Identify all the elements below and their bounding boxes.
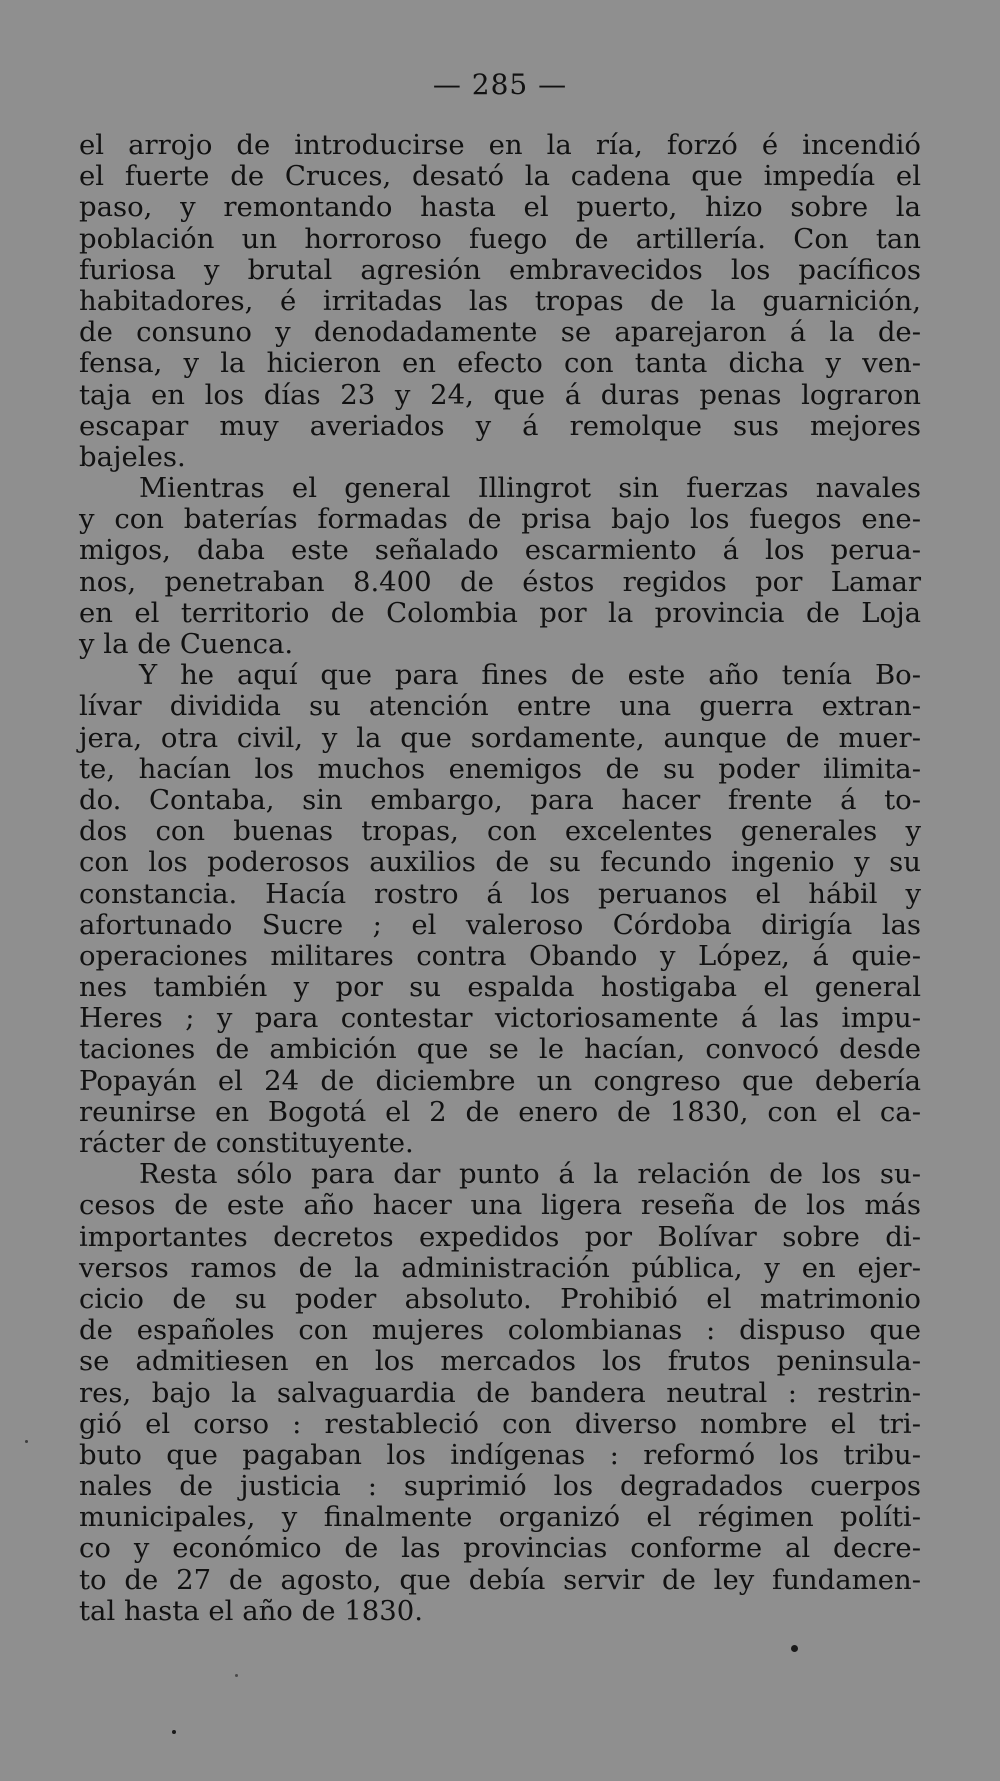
text-line: se admitiesen en los mercados los frutos peninsula- — [79, 1345, 921, 1378]
paragraph-4 — [79, 1159, 921, 1627]
text-line: rácter de constituyente. — [79, 1127, 414, 1159]
text-line: el fuerte de Cruces, desató la cadena que impedía el — [79, 160, 921, 193]
scan-speck — [172, 1730, 176, 1734]
scan-speck — [235, 1674, 238, 1677]
text-line: de consuno y denodadamente se aparejaron á la de- — [79, 316, 921, 349]
text-line: el arrojo de introducirse en la ría, forzó é incendió — [79, 129, 921, 161]
body-text — [79, 130, 921, 1627]
text-line: Popayán el 24 de diciembre un congreso que debería — [79, 1064, 921, 1097]
text-line: versos ramos de la administración pública, y en ejer- — [79, 1251, 921, 1284]
text-line: Heres ; y para contestar victoriosamente á las impu- — [79, 1002, 921, 1035]
text-line: importantes decretos expedidos por Bolívar sobre di- — [79, 1220, 921, 1253]
paragraph-3 — [79, 660, 921, 1159]
text-line: to de 27 de agosto, que debía servir de ley fundamen- — [79, 1563, 921, 1596]
paragraph-1 — [79, 130, 921, 473]
text-line: furiosa y brutal agresión embravecidos los pacíficos — [79, 253, 921, 286]
text-line: habitadores, é irritadas las tropas de la guarnición, — [79, 284, 921, 317]
text-line: dos con buenas tropas, con excelentes generales y — [79, 815, 921, 848]
text-line: res, bajo la salvaguardia de bandera neutral : restrin- — [79, 1376, 921, 1409]
text-line: taciones de ambición que se le hacían, convocó desde — [79, 1033, 921, 1066]
text-line: constancia. Hacía rostro á los peruanos el hábil y — [79, 877, 921, 910]
paragraph-2 — [79, 473, 921, 660]
text-line: reunirse en Bogotá el 2 de enero de 1830, con el ca- — [79, 1095, 921, 1128]
text-line: taja en los días 23 y 24, que á duras penas lograron — [79, 378, 921, 411]
text-line: cesos de este año hacer una ligera reseña de los más — [79, 1189, 921, 1222]
page-number: — 285 — — [432, 68, 568, 101]
text-line: con los poderosos auxilios de su fecundo ingenio y su — [79, 846, 921, 879]
scan-speck — [25, 1440, 28, 1443]
text-line: do. Contaba, sin embargo, para hacer frente á to- — [79, 783, 921, 816]
scan-speck — [791, 1645, 798, 1652]
text-line: Y he aquí que para fines de este año tenía Bo- — [139, 659, 921, 692]
text-line: co y económico de las provincias conforme al decre- — [79, 1532, 921, 1565]
text-line: fensa, y la hicieron en efecto con tanta dicha y ven- — [79, 347, 921, 380]
text-line: lívar dividida su atención entre una guerra extran- — [79, 690, 921, 723]
text-line: en el territorio de Colombia por la provincia de Loja — [79, 596, 921, 629]
text-line: nales de justicia : suprimió los degradados cuerpos — [79, 1470, 921, 1503]
text-line: cicio de su poder absoluto. Prohibió el matrimonio — [79, 1282, 921, 1315]
text-line: paso, y remontando hasta el puerto, hizo sobre la — [79, 191, 921, 224]
text-line: buto que pagaban los indígenas : reformó los tribu- — [79, 1438, 921, 1471]
text-line: migos, daba este señalado escarmiento á los perua- — [79, 534, 921, 567]
text-line: jera, otra civil, y la que sordamente, aunque de muer- — [79, 721, 921, 754]
text-line: municipales, y finalmente organizó el régimen políti- — [79, 1501, 921, 1534]
text-line: tal hasta el año de 1830. — [79, 1594, 423, 1627]
text-line: bajeles. — [79, 440, 186, 473]
text-line: nes también y por su espalda hostigaba el general — [79, 971, 921, 1004]
text-line: afortunado Sucre ; el valeroso Córdoba dirigía las — [79, 908, 921, 941]
text-line: Mientras el general Illingrot sin fuerzas navales — [139, 472, 921, 505]
text-line: te, hacían los muchos enemigos de su poder ilimita- — [79, 752, 921, 785]
text-line: escapar muy averiados y á remolque sus mejores — [79, 409, 921, 442]
text-line: de españoles con mujeres colombianas : dispuso que — [79, 1314, 921, 1347]
text-line: población un horroroso fuego de artillería. Con tan — [79, 222, 921, 255]
text-line: nos, penetraban 8.400 de éstos regidos por Lamar — [79, 565, 921, 598]
text-line: gió el corso : restableció con diverso nombre el tri- — [79, 1407, 921, 1440]
text-line: operaciones militares contra Obando y López, á quie- — [79, 939, 921, 972]
text-line: Resta sólo para dar punto á la relación de los su- — [139, 1158, 921, 1191]
text-line: y la de Cuenca. — [79, 628, 294, 660]
text-line: y con baterías formadas de prisa bajo los fuegos ene- — [79, 503, 921, 536]
